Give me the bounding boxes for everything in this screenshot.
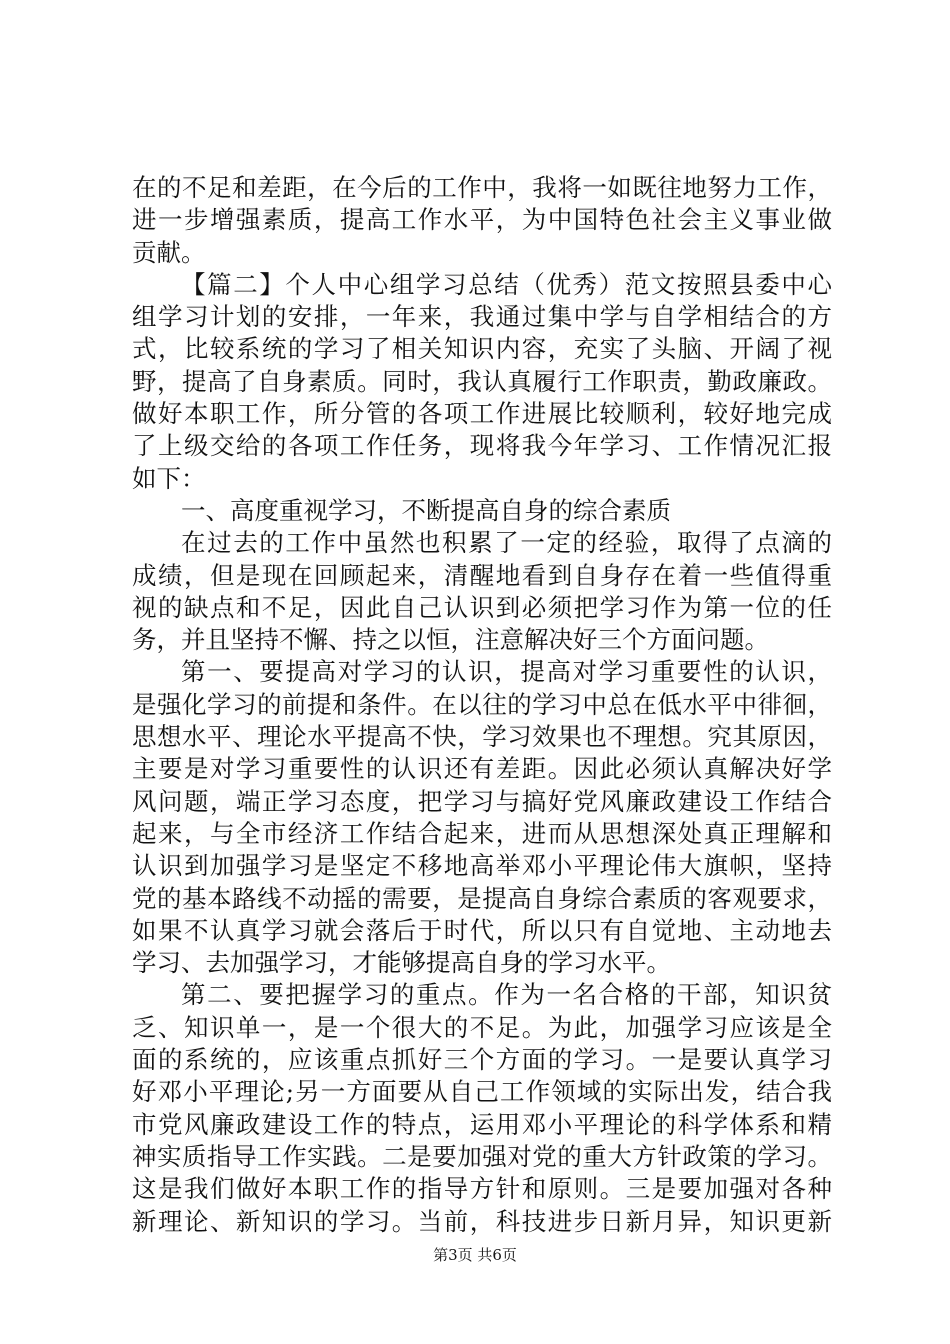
text-line: 是强化学习的前提和条件。在以往的学习中总在低水平中徘徊，: [132, 689, 832, 719]
text-line: 如果不认真学习就会落后于时代，所以只有自觉地、主动地去: [132, 915, 832, 945]
text-line: 组学习计划的安排，一年来，我通过集中学与自学相结合的方: [132, 302, 832, 332]
text-line: 在过去的工作中虽然也积累了一定的经验，取得了点滴的: [181, 528, 832, 558]
text-line: 进一步增强素质，提高工作水平，为中国特色社会主义事业做: [132, 205, 832, 235]
text-line: 认识到加强学习是坚定不移地高举邓小平理论伟大旗帜，坚持: [132, 851, 832, 881]
text-line: 务，并且坚持不懈、持之以恒，注意解决好三个方面问题。: [132, 625, 769, 655]
text-line: 乏、知识单一，是一个很大的不足。为此，加强学习应该是全: [132, 1012, 832, 1042]
text-line: 视的缺点和不足，因此自己认识到必须把学习作为第一位的任: [132, 592, 832, 622]
text-line: 在的不足和差距，在今后的工作中，我将一如既往地努力工作，: [132, 173, 832, 202]
text-line: 思想水平、理论水平提高不快，学习效果也不理想。究其原因，: [132, 722, 832, 752]
text-line: 学习、去加强学习，才能够提高自身的学习水平。: [132, 948, 671, 978]
text-line: 新理论、新知识的学习。当前，科技进步日新月异，知识更新: [132, 1206, 832, 1236]
text-line: 【篇二】个人中心组学习总结（优秀）范文按照县委中心: [181, 269, 832, 299]
text-line: 如下：: [132, 463, 206, 493]
text-line: 了上级交给的各项工作任务，现将我今年学习、工作情况汇报: [132, 431, 832, 461]
text-line: 第一、要提高对学习的认识，提高对学习重要性的认识，: [181, 657, 832, 687]
text-line: 一、高度重视学习，不断提高自身的综合素质: [181, 495, 671, 525]
document-body: [132, 172, 832, 1238]
text-line: 市党风廉政建设工作的特点，运用邓小平理论的科学体系和精: [132, 1109, 832, 1139]
text-line: 面的系统的，应该重点抓好三个方面的学习。一是要认真学习: [132, 1045, 832, 1075]
text-line: 这是我们做好本职工作的指导方针和原则。三是要加强对各种: [132, 1174, 832, 1204]
text-line: 成绩，但是现在回顾起来，清醒地看到自身存在着一些值得重: [132, 560, 832, 590]
text-line: 贡献。: [132, 237, 206, 267]
text-line: 做好本职工作，所分管的各项工作进展比较顺利，较好地完成: [132, 399, 832, 429]
text-line: 好邓小平理论;另一方面要从自己工作领域的实际出发，结合我: [132, 1077, 832, 1107]
page-footer: 第3页 共6页: [433, 1246, 517, 1264]
text-line: 主要是对学习重要性的认识还有差距。因此必须认真解决好学: [132, 754, 832, 784]
text-line: 第二、要把握学习的重点。作为一名合格的干部，知识贫: [181, 980, 832, 1010]
text-line: 神实质指导工作实践。二是要加强对党的重大方针政策的学习。: [132, 1141, 832, 1171]
text-line: 风问题，端正学习态度，把学习与搞好党风廉政建设工作结合: [132, 786, 832, 816]
text-line: 野，提高了自身素质。同时，我认真履行工作职责，勤政廉政。: [132, 366, 832, 396]
text-line: 党的基本路线不动摇的需要，是提高自身综合素质的客观要求，: [132, 883, 832, 913]
text-line: 式，比较系统的学习了相关知识内容，充实了头脑、开阔了视: [132, 334, 832, 364]
text-line: 起来，与全市经济工作结合起来，进而从思想深处真正理解和: [132, 818, 832, 848]
